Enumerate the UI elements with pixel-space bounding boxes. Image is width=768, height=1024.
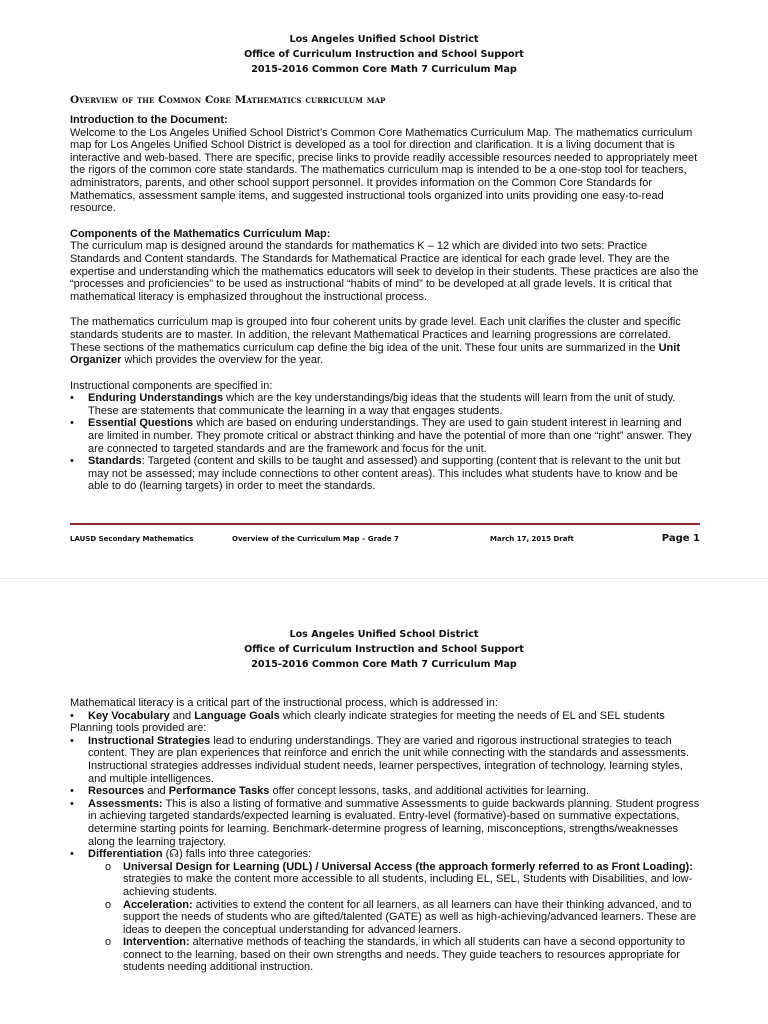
planning-paragraph: Planning tools provided are: <box>70 722 207 735</box>
intro-heading: Introduction to the Document: <box>70 114 228 126</box>
literacy-list <box>70 710 700 723</box>
footer-left: LAUSD Secondary Mathematics <box>70 535 194 543</box>
header-office: Office of Curriculum Instruction and School Support <box>244 49 524 60</box>
page-header <box>0 32 768 77</box>
list-item: • Resources and Performance Tasks offer concept lessons, tasks, and additional activities for learning. <box>70 785 590 798</box>
differentiation-categories-list <box>70 861 700 974</box>
header-office: Office of Curriculum Instruction and School Support <box>244 644 524 655</box>
list-item: • Standards: Targeted (content and skills to be taught and assessed) and supporting (content that is relevant to the unit but may not be assessed; may include connections to other content areas). This includes what students have to know and be able to do (learning targets) in order to meet the standards. <box>70 455 681 493</box>
header-district: Los Angeles Unified School District <box>289 629 479 640</box>
literacy-paragraph: Mathematical literacy is a critical part of the instructional process, which is addressed in: <box>70 697 498 709</box>
document-page-2 <box>0 578 768 1024</box>
unit-organizer-term: Unit Organizer <box>70 341 680 367</box>
list-item: • Key Vocabulary and Language Goals which clearly indicate strategies for meeting the needs of EL and SEL students <box>70 709 665 722</box>
units-paragraph: The mathematics curriculum map is grouped into four coherent units by grade level. Each unit clarifies the cluster and specific standards students are to master. In addition, the relevant Mathematical Practices and learning progressions are correlated. These sections of the mathematics curriculum cap define the big idea of the unit. These four units are summarized in the Unit Organizer which provides the overview for the year. <box>70 316 681 367</box>
page-footer <box>70 533 700 547</box>
list-item: • Enduring Understandings which are the key understandings/big ideas that the students will learn from the unit of study. These are statements that communicate the learning in a way that engages students. <box>70 392 676 417</box>
list-item: o Universal Design for Learning (UDL) / Universal Access (the approach formerly referred to as Front Loading): strategies to make the content more accessible to all students, including EL, SEL, Students with Disabilities, and low-achieving students. <box>105 860 693 898</box>
page-header <box>0 627 768 672</box>
components-intro: Instructional components are specified in: <box>70 379 273 392</box>
list-item: o Acceleration: activities to extend the content for all learners, as all learners can have their thinking advanced, and to support the needs of students who are gifted/talented (GATE) as well as high-achieving/advanced learners. These are ideas to deepen the conceptual understanding for advanced learners. <box>105 898 697 936</box>
overview-title: Overview of the Common Core Mathematics curriculum map <box>70 94 386 106</box>
components-heading: Components of the Mathematics Curriculum Map: <box>70 227 331 240</box>
list-item: • Instructional Strategies lead to enduring understandings. They are varied and rigorous instructional strategies to teach content. They are plan experiences that reinforce and enrich the unit while connecting with the standards and assessments. Instructional strategies addresses individual student needs, learner perspectives, integration of technology, learning styles, and multiple intelligences. <box>70 734 689 785</box>
page1-body <box>70 114 700 493</box>
list-item: • Differentiation (☊) falls into three categories: <box>70 848 312 861</box>
list-item: • Assessments: This is also a listing of formative and summative Assessments to guide backwards planning. Student progress in achieving targeted standards/expected learning is evaluated. Entry-level (formative)-based on summative expectations, determine starting points for learning. Benchmark-determine progress of learning, misconceptions, strengths/weaknesses along the learning trajectory. <box>70 797 700 848</box>
header-map-title: 2015-2016 Common Core Math 7 Curriculum Map <box>251 64 517 75</box>
planning-tools-list <box>70 735 700 861</box>
page-number: Page 1 <box>661 533 700 544</box>
intro-paragraph: Welcome to the Los Angeles Unified School District’s Common Core Mathematics Curriculum Map. The mathematics curriculum map for Los Angeles Unified School District is developed as a tool for direction and clarification. It is a living document that is interactive and web-based. There are specific, precise links to provide readily accessible resources needed to appropriately meet the rigors of the common core state standards. The mathematics curriculum map is intended to be a one-stop tool for teachers, administrators, parents, and other school support personnel. It provides information on the Common Core Standards for Mathematics, assessment sample items, and suggested instructional tools organized into units providing one easy-to-read resource. <box>70 126 698 215</box>
list-item: • Essential Questions which are based on enduring understandings. They are used to gain student interest in learning and are limited in number. They promote critical or abstract thinking and have the potential of more than one “right” answer. They are connected to targeted standards and are the framework and focus for the unit. <box>70 417 692 455</box>
differentiation-icon: ☊ <box>169 848 180 861</box>
footer-center: Overview of the Curriculum Map – Grade 7 <box>232 535 399 543</box>
list-item: o Intervention: alternative methods of teaching the standards, in which all students can have a second opportunity to connect to the learning, based on their own strengths and needs. They guide teachers to resources appropriate for students needing additional instruction. <box>105 936 685 974</box>
header-map-title: 2015-2016 Common Core Math 7 Curriculum Map <box>251 659 517 670</box>
header-district: Los Angeles Unified School District <box>289 34 479 45</box>
footer-date: March 17, 2015 Draft <box>490 535 574 543</box>
instructional-components-list <box>70 392 700 493</box>
page2-body <box>70 697 700 974</box>
footer-rule <box>70 523 700 525</box>
components-paragraph: The curriculum map is designed around the standards for mathematics K – 12 which are divided into two sets: Practice Standards and Content standards. The Standards for Mathematical Practice are identical for each grade level. They are the expertise and understanding which the mathematics educators will seek to develop in their students. These practices are also the “processes and proficiencies” to be used as instructional “habits of mind” to be developed at all grade levels. It is critical that mathematical literacy is emphasized throughout the instructional process. <box>70 240 699 303</box>
